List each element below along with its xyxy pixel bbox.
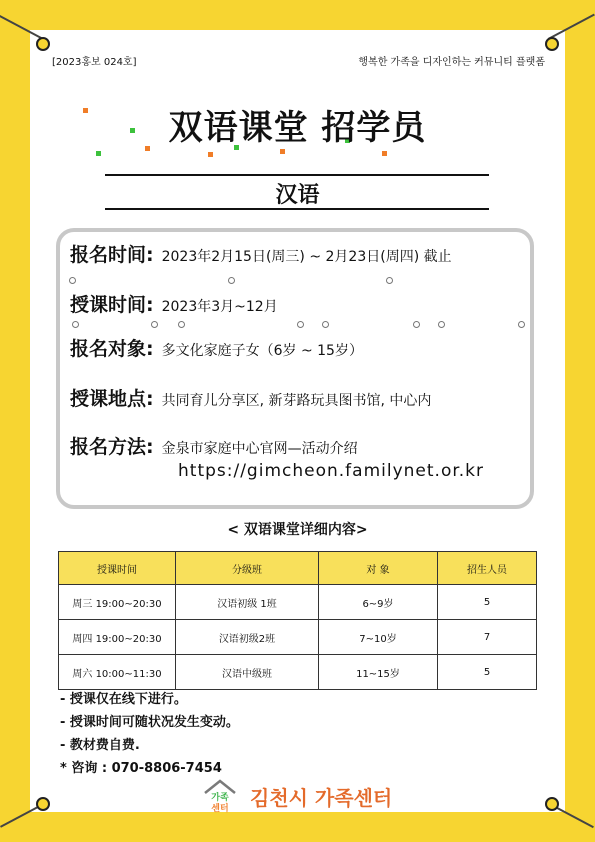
confetti xyxy=(280,149,285,154)
subject-heading: 汉语 xyxy=(275,183,320,208)
divider xyxy=(105,208,489,210)
pin-icon xyxy=(36,37,50,51)
table-cell: 7~10岁 xyxy=(319,620,438,655)
table-cell: 11~15岁 xyxy=(319,655,438,690)
table-cell: 周四 19:00~20:30 xyxy=(59,620,176,655)
table-cell: 周六 10:00~11:30 xyxy=(59,655,176,690)
confetti xyxy=(208,152,213,157)
confetti xyxy=(96,151,101,156)
table-header: 对 象 xyxy=(319,552,438,585)
dot xyxy=(413,321,420,328)
confetti xyxy=(382,151,387,156)
class-table xyxy=(58,551,537,690)
note-item: * 咨询 : 070-8806-7454 xyxy=(60,761,222,776)
dot xyxy=(69,277,76,284)
website-link[interactable]: https://gimcheon.familynet.or.kr xyxy=(178,461,485,481)
table-cell: 5 xyxy=(438,655,537,690)
table-cell: 6~9岁 xyxy=(319,585,438,620)
dot xyxy=(151,321,158,328)
note-item: - 教材费自费. xyxy=(60,738,140,753)
info-value: 共同育儿分享区, 新芽路玩具图书馆, 中心内 xyxy=(161,393,432,409)
family-center-logo xyxy=(202,778,238,814)
dot xyxy=(228,277,235,284)
info-label: 授课时间: xyxy=(70,294,154,316)
table-cell: 汉语中级班 xyxy=(176,655,319,690)
info-row-target xyxy=(70,334,363,361)
table-row xyxy=(59,655,537,690)
table-cell: 7 xyxy=(438,620,537,655)
footer xyxy=(202,778,392,814)
dot xyxy=(72,321,79,328)
note-item: - 授课时间可随状况发生变动。 xyxy=(60,715,239,730)
info-row-location xyxy=(70,384,431,411)
dot xyxy=(386,277,393,284)
dot xyxy=(322,321,329,328)
info-label: 报名对象: xyxy=(70,338,154,360)
table-header: 招生人员 xyxy=(438,552,537,585)
pin-icon xyxy=(36,797,50,811)
info-row-registration-period xyxy=(70,240,452,267)
doc-tagline: 행복한 가족을 디자인하는 커뮤니티 플랫폼 xyxy=(358,57,545,68)
corner-line xyxy=(548,14,595,40)
note-item: - 授课仅在线下进行。 xyxy=(60,692,187,707)
table-row xyxy=(59,620,537,655)
table-cell: 5 xyxy=(438,585,537,620)
logo-line1: 가족 xyxy=(211,793,229,803)
pin-icon xyxy=(545,37,559,51)
info-label: 报名方法: xyxy=(70,436,154,458)
table-cell: 汉语初级 1班 xyxy=(176,585,319,620)
dot xyxy=(178,321,185,328)
detail-title: < 双语课堂详细内容> xyxy=(227,522,368,538)
info-label: 报名时间: xyxy=(70,244,154,266)
info-label: 授课地点: xyxy=(70,388,154,410)
dot xyxy=(518,321,525,328)
divider xyxy=(105,174,489,176)
table-header: 分级班 xyxy=(176,552,319,585)
info-value: 多文化家庭子女（6岁 ~ 15岁） xyxy=(161,343,363,359)
logo-line2: 센터 xyxy=(211,804,229,814)
info-value: 2023年3月~12月 xyxy=(161,299,278,315)
house-icon xyxy=(202,778,238,814)
info-row-class-period xyxy=(70,290,278,317)
dot xyxy=(297,321,304,328)
table-cell: 汉语初级2班 xyxy=(176,620,319,655)
table-header-row xyxy=(59,552,537,585)
doc-number: [2023홍보 024호] xyxy=(52,57,137,68)
dot xyxy=(438,321,445,328)
page-title: 双语课堂 招学员 xyxy=(168,108,427,148)
table-cell: 周三 19:00~20:30 xyxy=(59,585,176,620)
table-row xyxy=(59,585,537,620)
notes-list xyxy=(60,688,239,780)
info-value: 2023年2月15日(周三) ~ 2月23日(周四) 截止 xyxy=(161,249,452,265)
info-value: 金泉市家庭中心官网—活动介绍 xyxy=(161,441,358,457)
table-header: 授课时间 xyxy=(59,552,176,585)
info-row-method xyxy=(70,432,358,459)
pin-icon xyxy=(545,797,559,811)
org-name: 김천시 가족센터 xyxy=(250,785,393,810)
